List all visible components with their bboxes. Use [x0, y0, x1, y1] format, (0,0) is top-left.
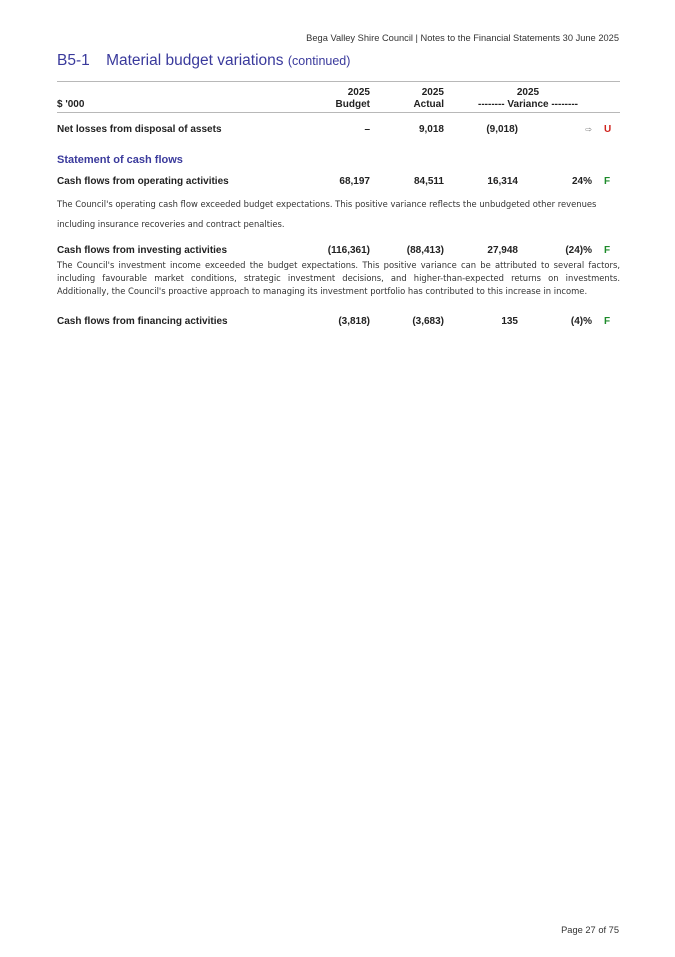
row-label: Cash flows from operating activities — [57, 176, 229, 187]
budget-value: – — [364, 124, 370, 135]
variance-value: 135 — [501, 316, 518, 327]
note-number: B5-1 — [57, 52, 90, 69]
actual-value: 84,511 — [413, 176, 444, 187]
unfavourable-flag: U — [604, 124, 612, 135]
variance-value: (9,018) — [486, 124, 518, 135]
actual-heading: Actual — [413, 99, 444, 110]
variance-percent: (24)% — [565, 245, 592, 256]
actual-year: 2025 — [421, 87, 444, 98]
favourable-flag: F — [604, 245, 611, 256]
row-label: Cash flows from investing activities — [57, 245, 228, 256]
section-title: Statement of cash flows — [57, 154, 183, 166]
budget-heading: Budget — [335, 99, 370, 110]
row-label: Cash flows from financing activities — [57, 316, 228, 327]
note-title: Material budget variations — [106, 52, 284, 69]
arrow-right-icon: ⇨ — [585, 125, 592, 134]
row-label: Net losses from disposal of assets — [57, 124, 222, 135]
page-header: Bega Valley Shire Council | Notes to the Financial Statements 30 June 2025 — [306, 33, 619, 43]
header-rule — [57, 112, 620, 113]
variance-percent: (4)% — [570, 316, 592, 327]
investing-note: The Council's investment income exceeded the budget expectations. This positive variance can be attributed to several factors, including favourable market conditions, strategic investment decisions, and higher-than-expected returns on investments. Additionally, the Council's proactive approach to managing its investment portfolio has contributed to this increase in income. — [57, 260, 620, 296]
budget-value: 68,197 — [339, 176, 370, 187]
budget-value: (3,818) — [338, 316, 370, 327]
budget-year: 2025 — [347, 87, 370, 98]
page-number: Page 27 of 75 — [561, 925, 619, 935]
variance-year: 2025 — [516, 87, 540, 98]
variance-percent: 24% — [571, 176, 592, 187]
unit-label: $ '000 — [57, 99, 85, 110]
favourable-flag: F — [604, 176, 611, 187]
variance-value: 16,314 — [487, 176, 518, 187]
variance-heading: -------- Variance -------- — [478, 99, 578, 110]
actual-value: 9,018 — [418, 124, 444, 135]
section-heading — [57, 52, 350, 70]
actual-value: (3,683) — [412, 316, 444, 327]
variance-value: 27,948 — [487, 245, 518, 256]
budget-value: (116,361) — [327, 245, 370, 256]
operating-note: The Council's operating cash flow exceeded budget expectations. This positive variance reflects the unbudgeted other revenues including insurance recoveries and contract penalties. — [57, 199, 597, 229]
actual-value: (88,413) — [406, 245, 444, 256]
title-rule — [57, 81, 620, 82]
note-title-suffix: (continued) — [287, 54, 351, 68]
favourable-flag: F — [604, 316, 611, 327]
